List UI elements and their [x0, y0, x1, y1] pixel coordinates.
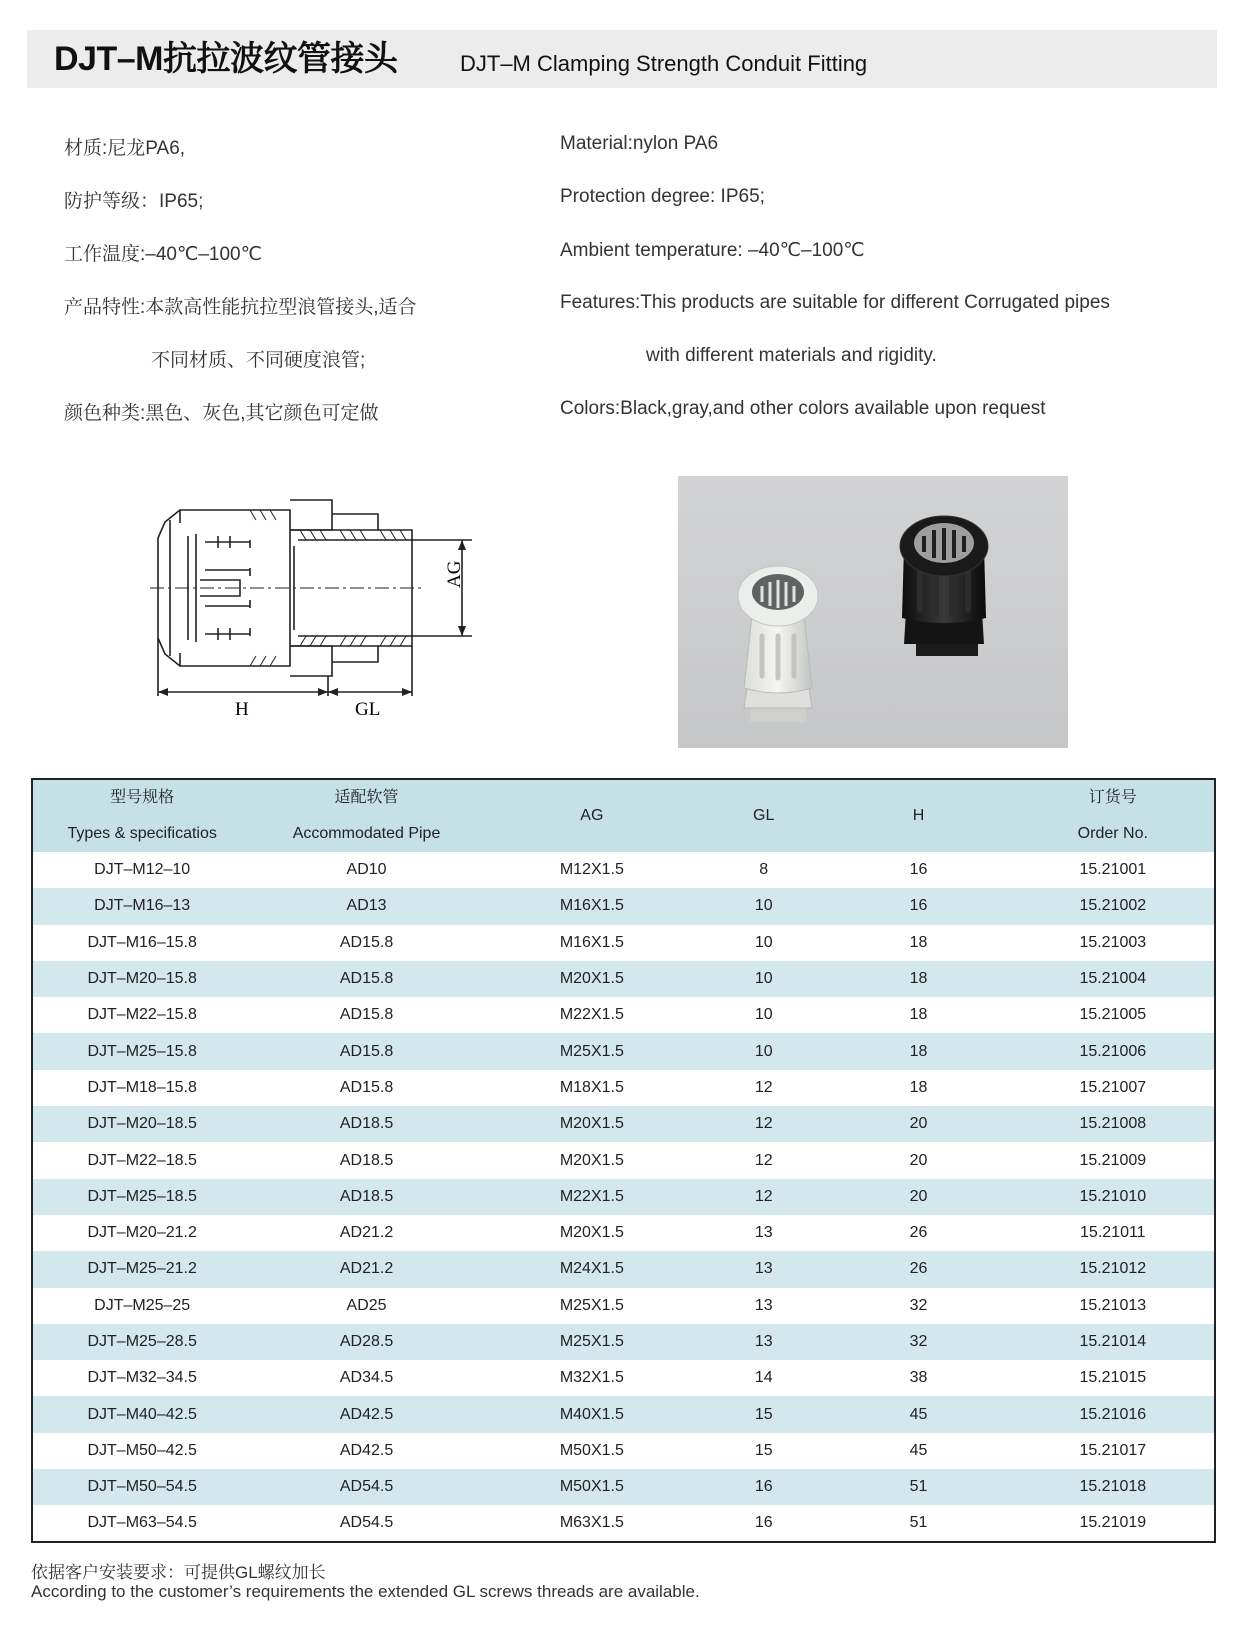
header-gl: GL [753, 807, 775, 824]
spec-temperature-cn: 工作温度:–40℃–100℃ [64, 244, 262, 265]
cell-h: 51 [909, 1478, 928, 1496]
cell-order-no: 15.21012 [1079, 1260, 1147, 1278]
cell-type: DJT–M16–13 [94, 897, 191, 915]
page-subtitle: DJT–M Clamping Strength Conduit Fitting [460, 51, 868, 76]
cell-order-no: 15.21019 [1079, 1513, 1147, 1531]
cell-gl: 12 [754, 1187, 773, 1205]
cell-type: DJT–M20–18.5 [87, 1115, 197, 1133]
cell-gl: 8 [759, 861, 769, 879]
cell-type: DJT–M20–21.2 [87, 1224, 197, 1242]
spec-colors-en: Colors:Black,gray,and other colors available upon request [560, 398, 1046, 419]
cell-pipe: AD10 [346, 861, 387, 879]
table-row [32, 1179, 1215, 1215]
cell-pipe: AD25 [346, 1296, 387, 1314]
table-row [32, 997, 1215, 1033]
cell-gl: 10 [754, 970, 773, 988]
table-row [32, 1360, 1215, 1396]
cell-h: 18 [909, 1006, 928, 1024]
cell-type: DJT–M32–34.5 [87, 1369, 197, 1387]
cell-gl: 12 [754, 1151, 773, 1169]
spec-colors-cn: 颜色种类:黑色、灰色,其它颜色可定做 [64, 403, 379, 424]
header-types-cn: 型号规格 [110, 789, 175, 806]
cell-pipe: AD21.2 [339, 1260, 394, 1278]
cell-gl: 13 [754, 1333, 773, 1350]
cell-ag: M20X1.5 [559, 1151, 624, 1169]
cell-pipe: AD18.5 [339, 1151, 394, 1169]
cell-type: DJT–M18–15.8 [87, 1078, 197, 1096]
cell-gl: 16 [754, 1478, 773, 1496]
header-order-cn: 订货号 [1088, 789, 1137, 806]
cell-pipe: AD15.8 [339, 933, 394, 951]
cell-ag: M63X1.5 [559, 1513, 624, 1531]
cell-ag: M50X1.5 [559, 1478, 624, 1496]
dimension-label-ag: AG [444, 560, 465, 588]
cell-pipe: AD15.8 [339, 1078, 394, 1096]
table-row [32, 1251, 1215, 1287]
cell-gl: 15 [754, 1405, 773, 1423]
cell-pipe: AD42.5 [339, 1405, 394, 1423]
note-en: According to the customer’s requirements the extended GL screws threads are available. [31, 1582, 700, 1601]
header-order-en: Order No. [1077, 825, 1148, 842]
cell-pipe: AD15.8 [339, 1006, 394, 1024]
spec-features-cn: 产品特性:本款高性能抗拉型浪管接头,适合 [64, 297, 417, 318]
cell-ag: M16X1.5 [559, 933, 624, 951]
cell-pipe: AD54.5 [339, 1478, 394, 1496]
cell-pipe: AD15.8 [339, 970, 394, 988]
cell-type: DJT–M25–25 [94, 1296, 191, 1314]
header-order [1012, 779, 1215, 852]
table-row [32, 925, 1215, 961]
cell-h: 45 [909, 1405, 928, 1423]
cell-h: 18 [909, 970, 928, 988]
header-types [32, 779, 251, 852]
cell-h: 26 [909, 1224, 928, 1242]
cell-ag: M20X1.5 [559, 1224, 624, 1242]
cell-h: 18 [909, 1078, 928, 1096]
cell-gl: 15 [754, 1441, 773, 1459]
header-pipe-cn: 适配软管 [334, 789, 399, 806]
header-pipe-en: Accommodated Pipe [292, 825, 441, 842]
table-row [32, 1288, 1215, 1324]
cell-ag: M50X1.5 [559, 1441, 624, 1459]
cell-order-no: 15.21001 [1079, 861, 1147, 879]
cell-type: DJT–M16–15.8 [87, 933, 197, 951]
cell-ag: M20X1.5 [559, 970, 624, 988]
cell-order-no: 15.21009 [1079, 1151, 1147, 1169]
product-photo [678, 476, 1068, 748]
cell-type: DJT–M22–15.8 [87, 1006, 197, 1024]
cell-h: 20 [909, 1151, 928, 1169]
table-row [32, 888, 1215, 924]
cell-pipe: AD34.5 [339, 1369, 394, 1387]
table-row [32, 852, 1215, 888]
header-h: H [912, 807, 925, 824]
cell-order-no: 15.21003 [1079, 933, 1147, 951]
cell-h: 16 [909, 897, 928, 915]
page-title: DJT–M抗拉波纹管接头 [54, 40, 398, 78]
table-header-row [32, 779, 1215, 852]
table-row [32, 1396, 1215, 1432]
cell-h: 20 [909, 1115, 928, 1133]
table-row [32, 1070, 1215, 1106]
cell-type: DJT–M25–21.2 [87, 1260, 197, 1278]
cell-order-no: 15.21013 [1079, 1296, 1147, 1314]
table-row [32, 1106, 1215, 1142]
table-row [32, 1324, 1215, 1360]
cell-ag: M12X1.5 [559, 861, 624, 879]
cell-type: DJT–M12–10 [94, 861, 191, 879]
cell-gl: 13 [754, 1224, 773, 1242]
cell-order-no: 15.21014 [1079, 1333, 1147, 1350]
cell-type: DJT–M40–42.5 [87, 1405, 197, 1423]
cell-order-no: 15.21008 [1079, 1115, 1147, 1133]
spec-features-en-cont: with different materials and rigidity. [646, 345, 937, 366]
cell-pipe: AD13 [346, 897, 387, 915]
header-pipe [251, 779, 481, 852]
spec-protection-cn: 防护等级：IP65; [64, 191, 204, 212]
cell-order-no: 15.21007 [1079, 1078, 1147, 1096]
cell-ag: M40X1.5 [559, 1405, 624, 1423]
cell-order-no: 15.21005 [1079, 1006, 1147, 1024]
cell-h: 32 [909, 1296, 928, 1314]
cell-order-no: 15.21016 [1079, 1405, 1147, 1423]
title-band [27, 30, 1217, 88]
cell-type: DJT–M25–28.5 [87, 1333, 197, 1350]
spec-material-cn: 材质:尼龙PA6, [64, 138, 186, 159]
cell-order-no: 15.21011 [1080, 1224, 1146, 1242]
table-row [32, 1142, 1215, 1178]
spec-protection-en: Protection degree: IP65; [560, 186, 765, 207]
table-row [32, 1433, 1215, 1469]
cell-h: 18 [909, 1042, 928, 1060]
cell-h: 51 [909, 1513, 928, 1531]
cell-type: DJT–M22–18.5 [87, 1151, 197, 1169]
cell-ag: M16X1.5 [559, 897, 624, 915]
cell-ag: M18X1.5 [559, 1078, 624, 1096]
spec-features-en: Features:This products are suitable for different Corrugated pipes [560, 292, 1110, 313]
table-row [32, 1215, 1215, 1251]
cell-gl: 13 [754, 1260, 773, 1278]
spec-features-cn-cont: 不同材质、不同硬度浪管; [151, 350, 366, 371]
cell-h: 45 [909, 1441, 928, 1459]
cell-pipe: AD21.2 [339, 1224, 394, 1242]
specification-table [31, 778, 1216, 1543]
cell-h: 38 [909, 1369, 928, 1387]
cell-gl: 12 [754, 1078, 773, 1096]
cell-ag: M25X1.5 [559, 1296, 624, 1314]
cell-h: 32 [909, 1333, 928, 1350]
dimension-label-gl: GL [355, 699, 381, 720]
cell-order-no: 15.21006 [1079, 1042, 1147, 1060]
cell-gl: 10 [754, 1042, 773, 1060]
cell-order-no: 15.21002 [1079, 897, 1147, 915]
cell-order-no: 15.21010 [1079, 1187, 1147, 1205]
cell-ag: M22X1.5 [559, 1187, 624, 1205]
cell-type: DJT–M50–54.5 [87, 1478, 197, 1496]
cell-ag: M20X1.5 [559, 1115, 624, 1133]
cell-order-no: 15.21017 [1079, 1441, 1147, 1459]
cell-ag: M22X1.5 [559, 1006, 624, 1024]
cell-gl: 12 [754, 1115, 773, 1133]
cell-gl: 16 [754, 1513, 773, 1531]
cell-pipe: AD28.5 [339, 1333, 394, 1350]
cell-h: 20 [909, 1187, 928, 1205]
cell-order-no: 15.21018 [1079, 1478, 1147, 1496]
cell-pipe: AD18.5 [339, 1187, 394, 1205]
white-fitting [738, 566, 818, 722]
header-types-en: Types & specificatios [67, 825, 217, 842]
cell-pipe: AD42.5 [339, 1441, 394, 1459]
cell-type: DJT–M20–15.8 [87, 970, 197, 988]
cell-gl: 14 [754, 1369, 773, 1387]
table-body [32, 852, 1215, 1542]
cell-h: 18 [909, 933, 928, 951]
spec-temperature-en: Ambient temperature: –40℃–100℃ [560, 240, 865, 261]
technical-drawing [150, 478, 500, 728]
dimension-label-h: H [235, 699, 249, 720]
cell-type: DJT–M63–54.5 [87, 1513, 197, 1531]
note-cn: 依据客户安装要求：可提供GL螺纹加长 [31, 1563, 326, 1582]
cell-ag: M25X1.5 [559, 1333, 624, 1350]
cell-type: DJT–M25–18.5 [87, 1187, 197, 1205]
cell-pipe: AD18.5 [339, 1115, 394, 1133]
cell-type: DJT–M50–42.5 [87, 1441, 197, 1459]
cell-order-no: 15.21004 [1079, 970, 1147, 988]
black-fitting [900, 516, 988, 656]
spec-material-en: Material:nylon PA6 [560, 133, 719, 154]
cell-ag: M32X1.5 [559, 1369, 624, 1387]
cell-pipe: AD54.5 [339, 1513, 394, 1531]
cell-h: 16 [909, 861, 928, 879]
cell-order-no: 15.21015 [1079, 1369, 1147, 1387]
table-row [32, 1033, 1215, 1069]
table-row [32, 1469, 1215, 1505]
cell-gl: 13 [754, 1296, 773, 1314]
cell-pipe: AD15.8 [339, 1042, 394, 1060]
cell-ag: M24X1.5 [559, 1260, 624, 1278]
cell-gl: 10 [754, 897, 773, 915]
cell-gl: 10 [754, 933, 773, 951]
table-row [32, 961, 1215, 997]
cell-gl: 10 [754, 1006, 773, 1024]
header-ag: AG [580, 807, 604, 824]
cell-ag: M25X1.5 [559, 1042, 624, 1060]
cell-type: DJT–M25–15.8 [87, 1042, 197, 1060]
cell-h: 26 [909, 1260, 928, 1278]
table-row [32, 1505, 1215, 1541]
